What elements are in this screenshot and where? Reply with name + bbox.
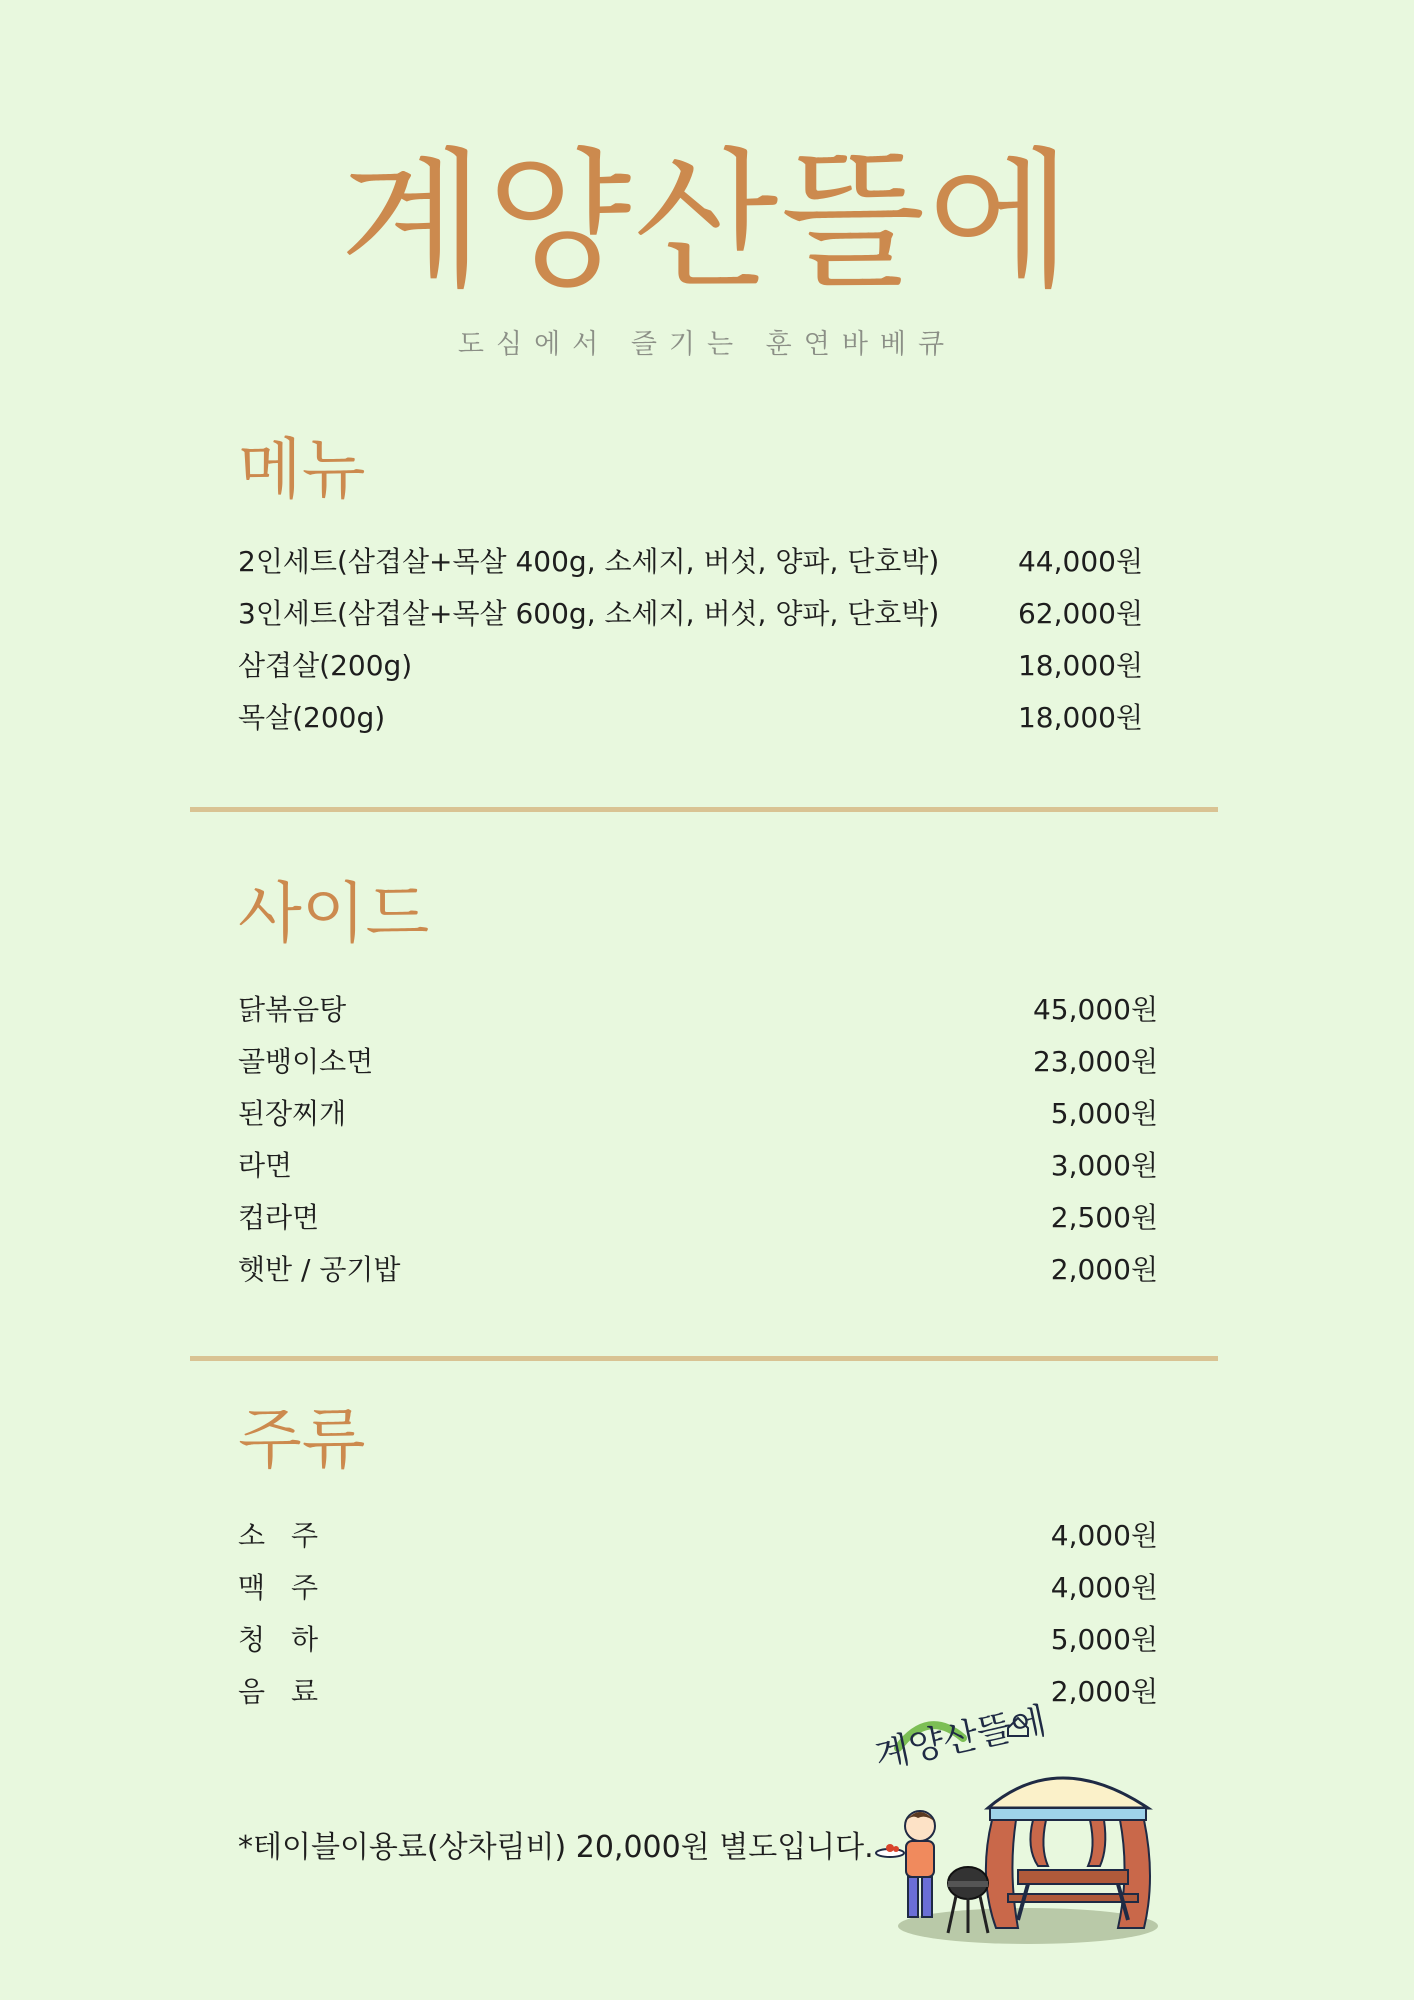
list-item <box>238 536 1143 588</box>
item-name: 삼겹살(200g) <box>238 649 413 682</box>
item-price: 4,000원 <box>1050 1519 1158 1552</box>
item-price: 23,000원 <box>1032 1045 1158 1078</box>
item-name: 햇반 / 공기밥 <box>238 1253 401 1286</box>
list-item <box>238 1510 1158 1562</box>
item-price: 2,000원 <box>1050 1675 1158 1708</box>
list-item <box>238 1192 1158 1244</box>
section-divider <box>190 1356 1218 1361</box>
item-price: 45,000원 <box>1032 993 1158 1026</box>
item-price: 5,000원 <box>1050 1623 1158 1656</box>
section-title-side: 사이드 <box>238 875 430 952</box>
list-item <box>238 1614 1158 1666</box>
item-name: 목살(200g) <box>238 701 386 734</box>
list-item <box>238 984 1158 1036</box>
gazebo-icon <box>986 1778 1150 1928</box>
item-name: 청하 <box>238 1623 345 1656</box>
list-item <box>238 588 1143 640</box>
item-name: 컵라면 <box>238 1201 320 1234</box>
restaurant-title: 계양산뜰에 <box>339 135 1075 309</box>
item-price: 62,000원 <box>1017 597 1143 630</box>
item-price: 3,000원 <box>1050 1149 1158 1182</box>
logo-text: 계양산뜰에 <box>871 1700 1050 1777</box>
list-item <box>238 1140 1158 1192</box>
section-title-menu: 메뉴 <box>238 431 366 508</box>
item-name: 소주 <box>238 1519 345 1552</box>
section-title-drinks: 주류 <box>238 1401 366 1478</box>
side-list <box>238 984 1158 1296</box>
item-name: 라면 <box>238 1149 293 1182</box>
item-price: 2,500원 <box>1050 1201 1158 1234</box>
table-fee-note: *테이블이용료(상차림비) 20,000원 별도입니다. <box>238 1830 874 1865</box>
item-price: 4,000원 <box>1050 1571 1158 1604</box>
person-icon <box>876 1811 935 1917</box>
item-price: 2,000원 <box>1050 1253 1158 1286</box>
list-item <box>238 640 1143 692</box>
list-item <box>238 1562 1158 1614</box>
bbq-illustration <box>868 1698 1168 1958</box>
section-divider <box>190 807 1218 812</box>
item-name: 닭볶음탕 <box>238 993 347 1026</box>
item-name: 음료 <box>238 1675 345 1708</box>
item-price: 18,000원 <box>1017 701 1143 734</box>
menu-list <box>238 536 1143 744</box>
item-price: 18,000원 <box>1017 649 1143 682</box>
item-name: 2인세트(삼겹살+목살 400g, 소세지, 버섯, 양파, 단호박) <box>238 545 940 578</box>
list-item <box>238 1036 1158 1088</box>
item-name: 3인세트(삼겹살+목살 600g, 소세지, 버섯, 양파, 단호박) <box>238 597 940 630</box>
list-item <box>238 692 1143 744</box>
item-price: 44,000원 <box>1017 545 1143 578</box>
restaurant-subtitle: 도심에서 즐기는 훈연바베큐 <box>457 329 957 360</box>
list-item <box>238 1088 1158 1140</box>
item-name: 된장찌개 <box>238 1097 347 1130</box>
drinks-list <box>238 1510 1158 1718</box>
item-name: 골뱅이소면 <box>238 1045 374 1078</box>
list-item <box>238 1244 1158 1296</box>
item-price: 5,000원 <box>1050 1097 1158 1130</box>
item-name: 맥주 <box>238 1571 345 1604</box>
